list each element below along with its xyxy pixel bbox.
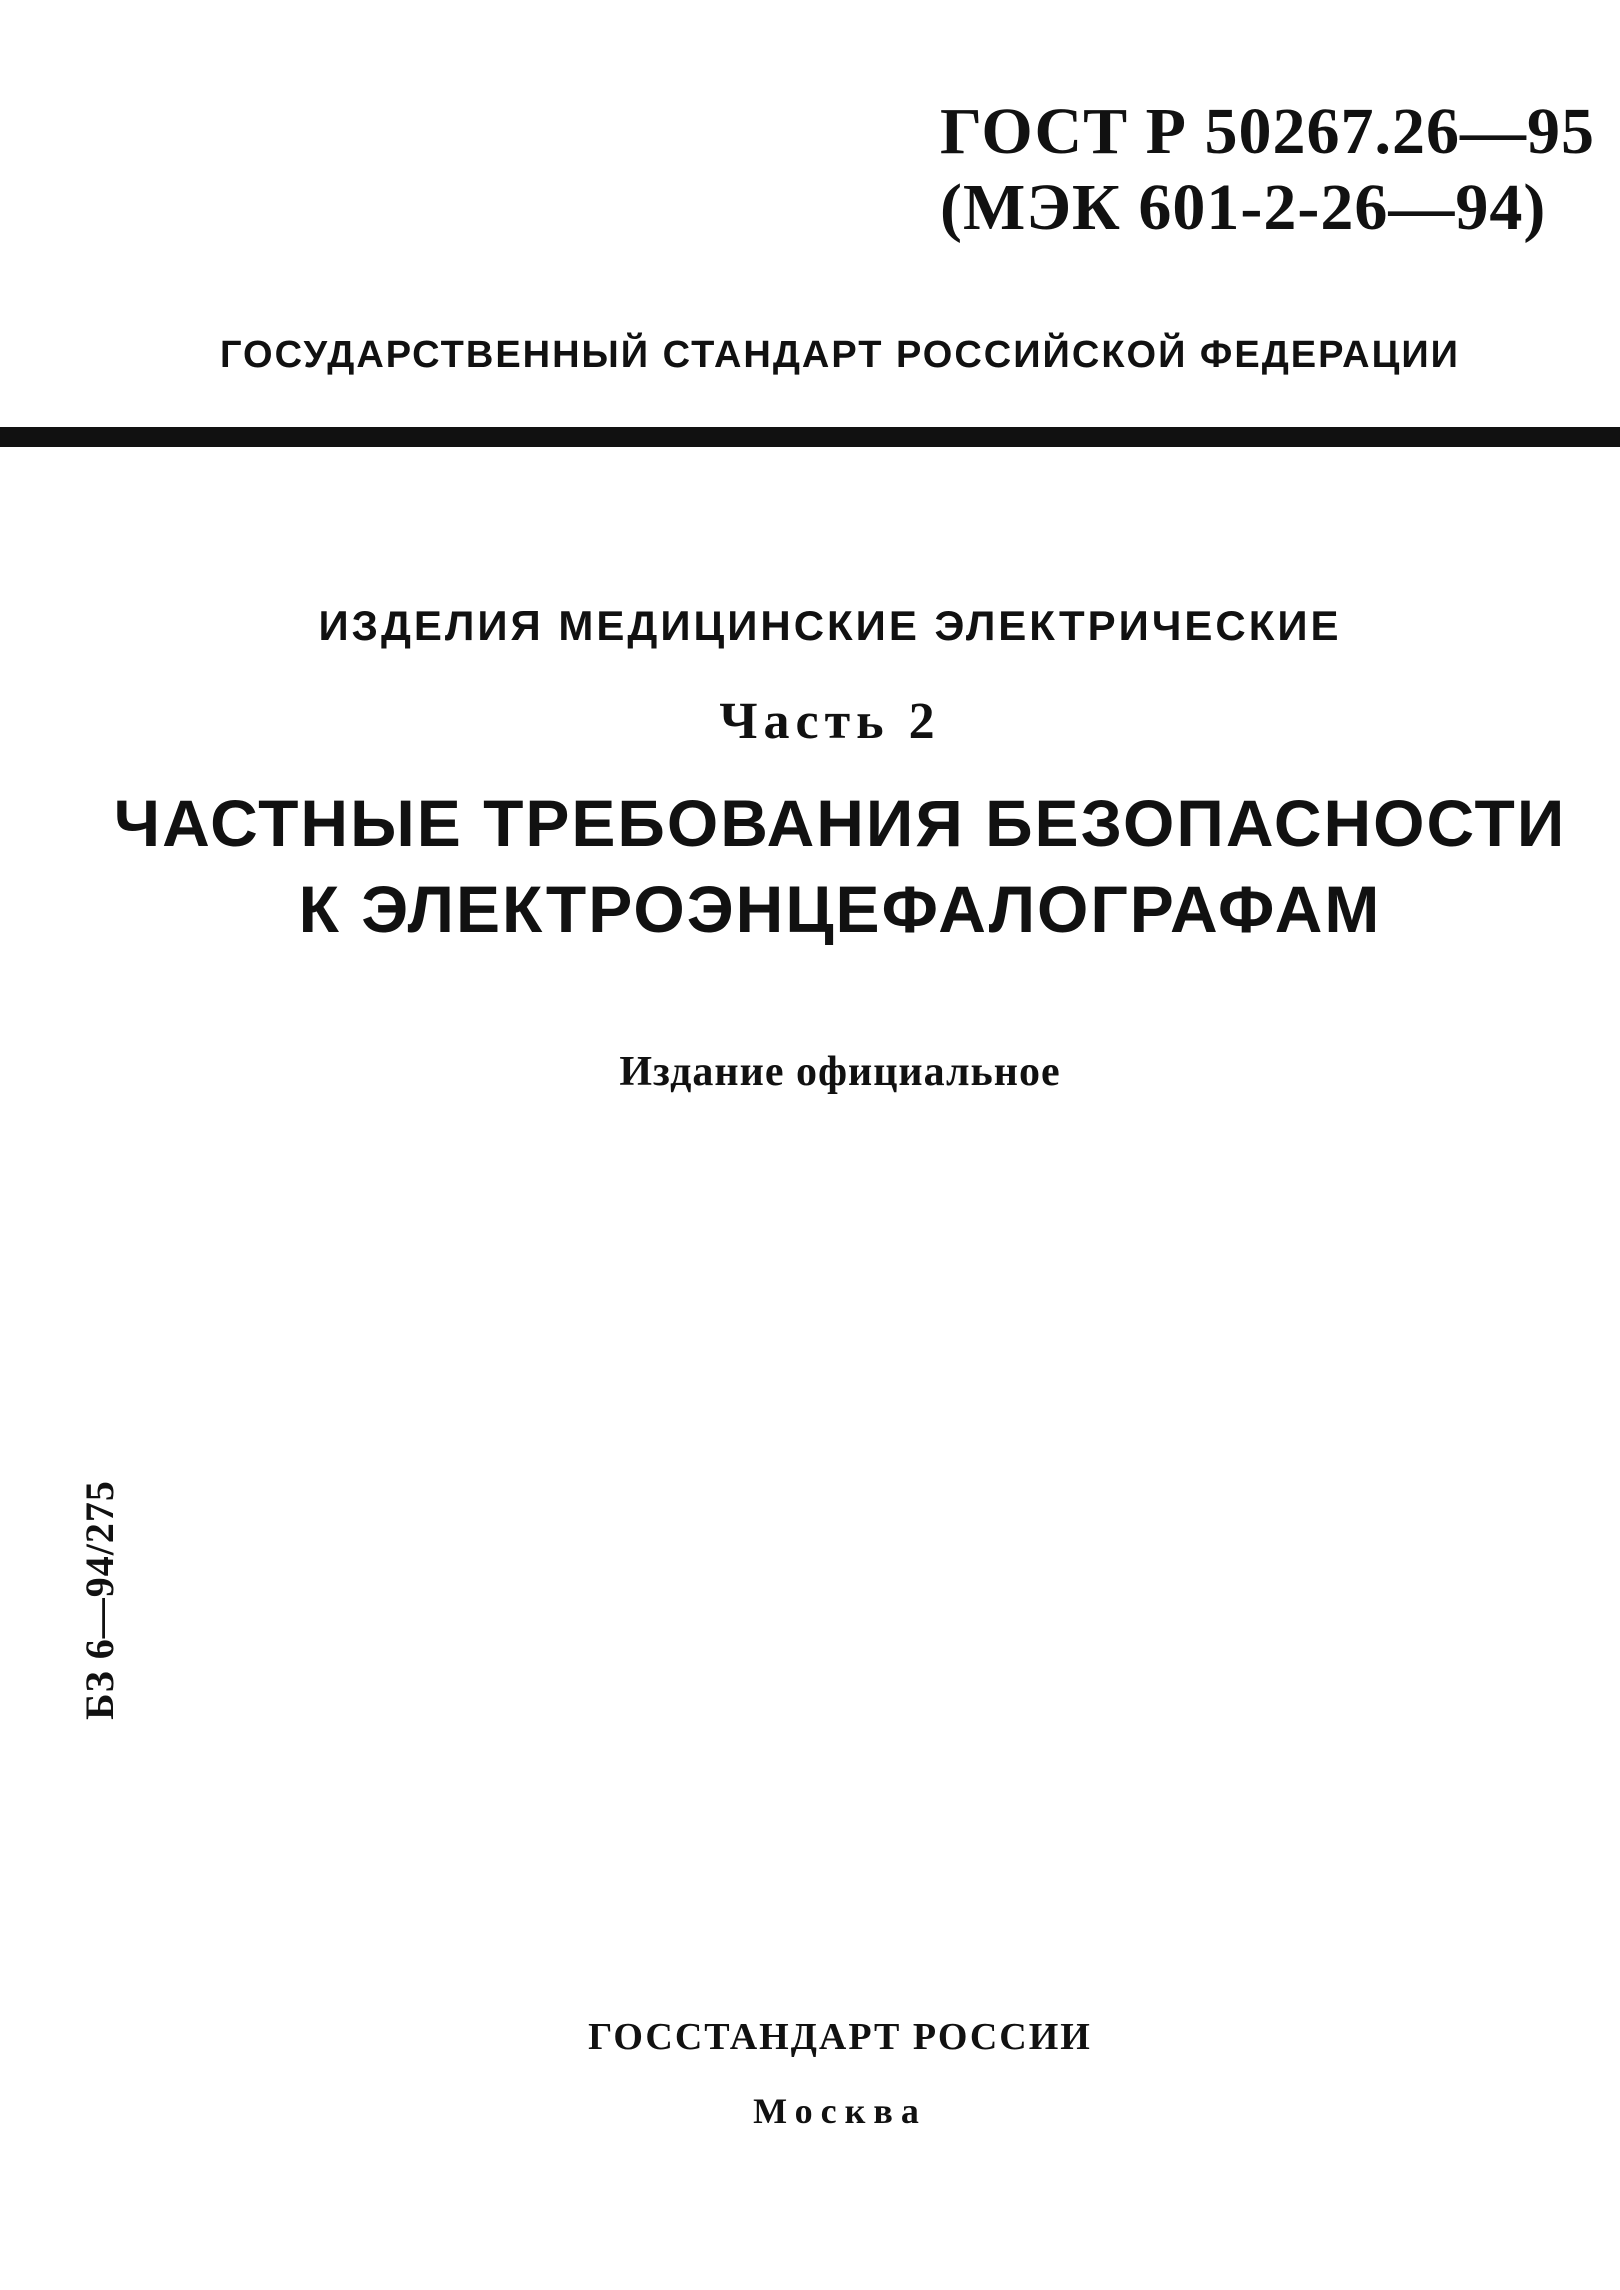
side-catalog-code: БЗ 6—94/275: [77, 1480, 122, 1720]
part-heading: Часть 2: [719, 693, 941, 750]
publication-city: Москва: [753, 2091, 927, 2131]
edition-label: Издание официальное: [619, 1049, 1061, 1095]
horizontal-rule: [0, 427, 1620, 447]
products-heading: ИЗДЕЛИЯ МЕДИЦИНСКИЕ ЭЛЕКТРИЧЕСКИЕ: [318, 602, 1342, 649]
document-title-line-1: ЧАСТНЫЕ ТРЕБОВАНИЯ БЕЗОПАСНОСТИ: [113, 786, 1567, 860]
publisher: ГОССТАНДАРТ РОССИИ: [588, 2016, 1092, 2058]
state-standard-label: ГОСУДАРСТВЕННЫЙ СТАНДАРТ РОССИЙСКОЙ ФЕДЕРАЦИИ: [220, 334, 1460, 376]
standard-number: ГОСТ Р 50267.26—95: [940, 95, 1595, 168]
document-title-line-2: К ЭЛЕКТРОЭНЦЕФАЛОГРАФАМ: [298, 872, 1382, 946]
iec-number: (МЭК 601-2-26—94): [940, 171, 1547, 244]
